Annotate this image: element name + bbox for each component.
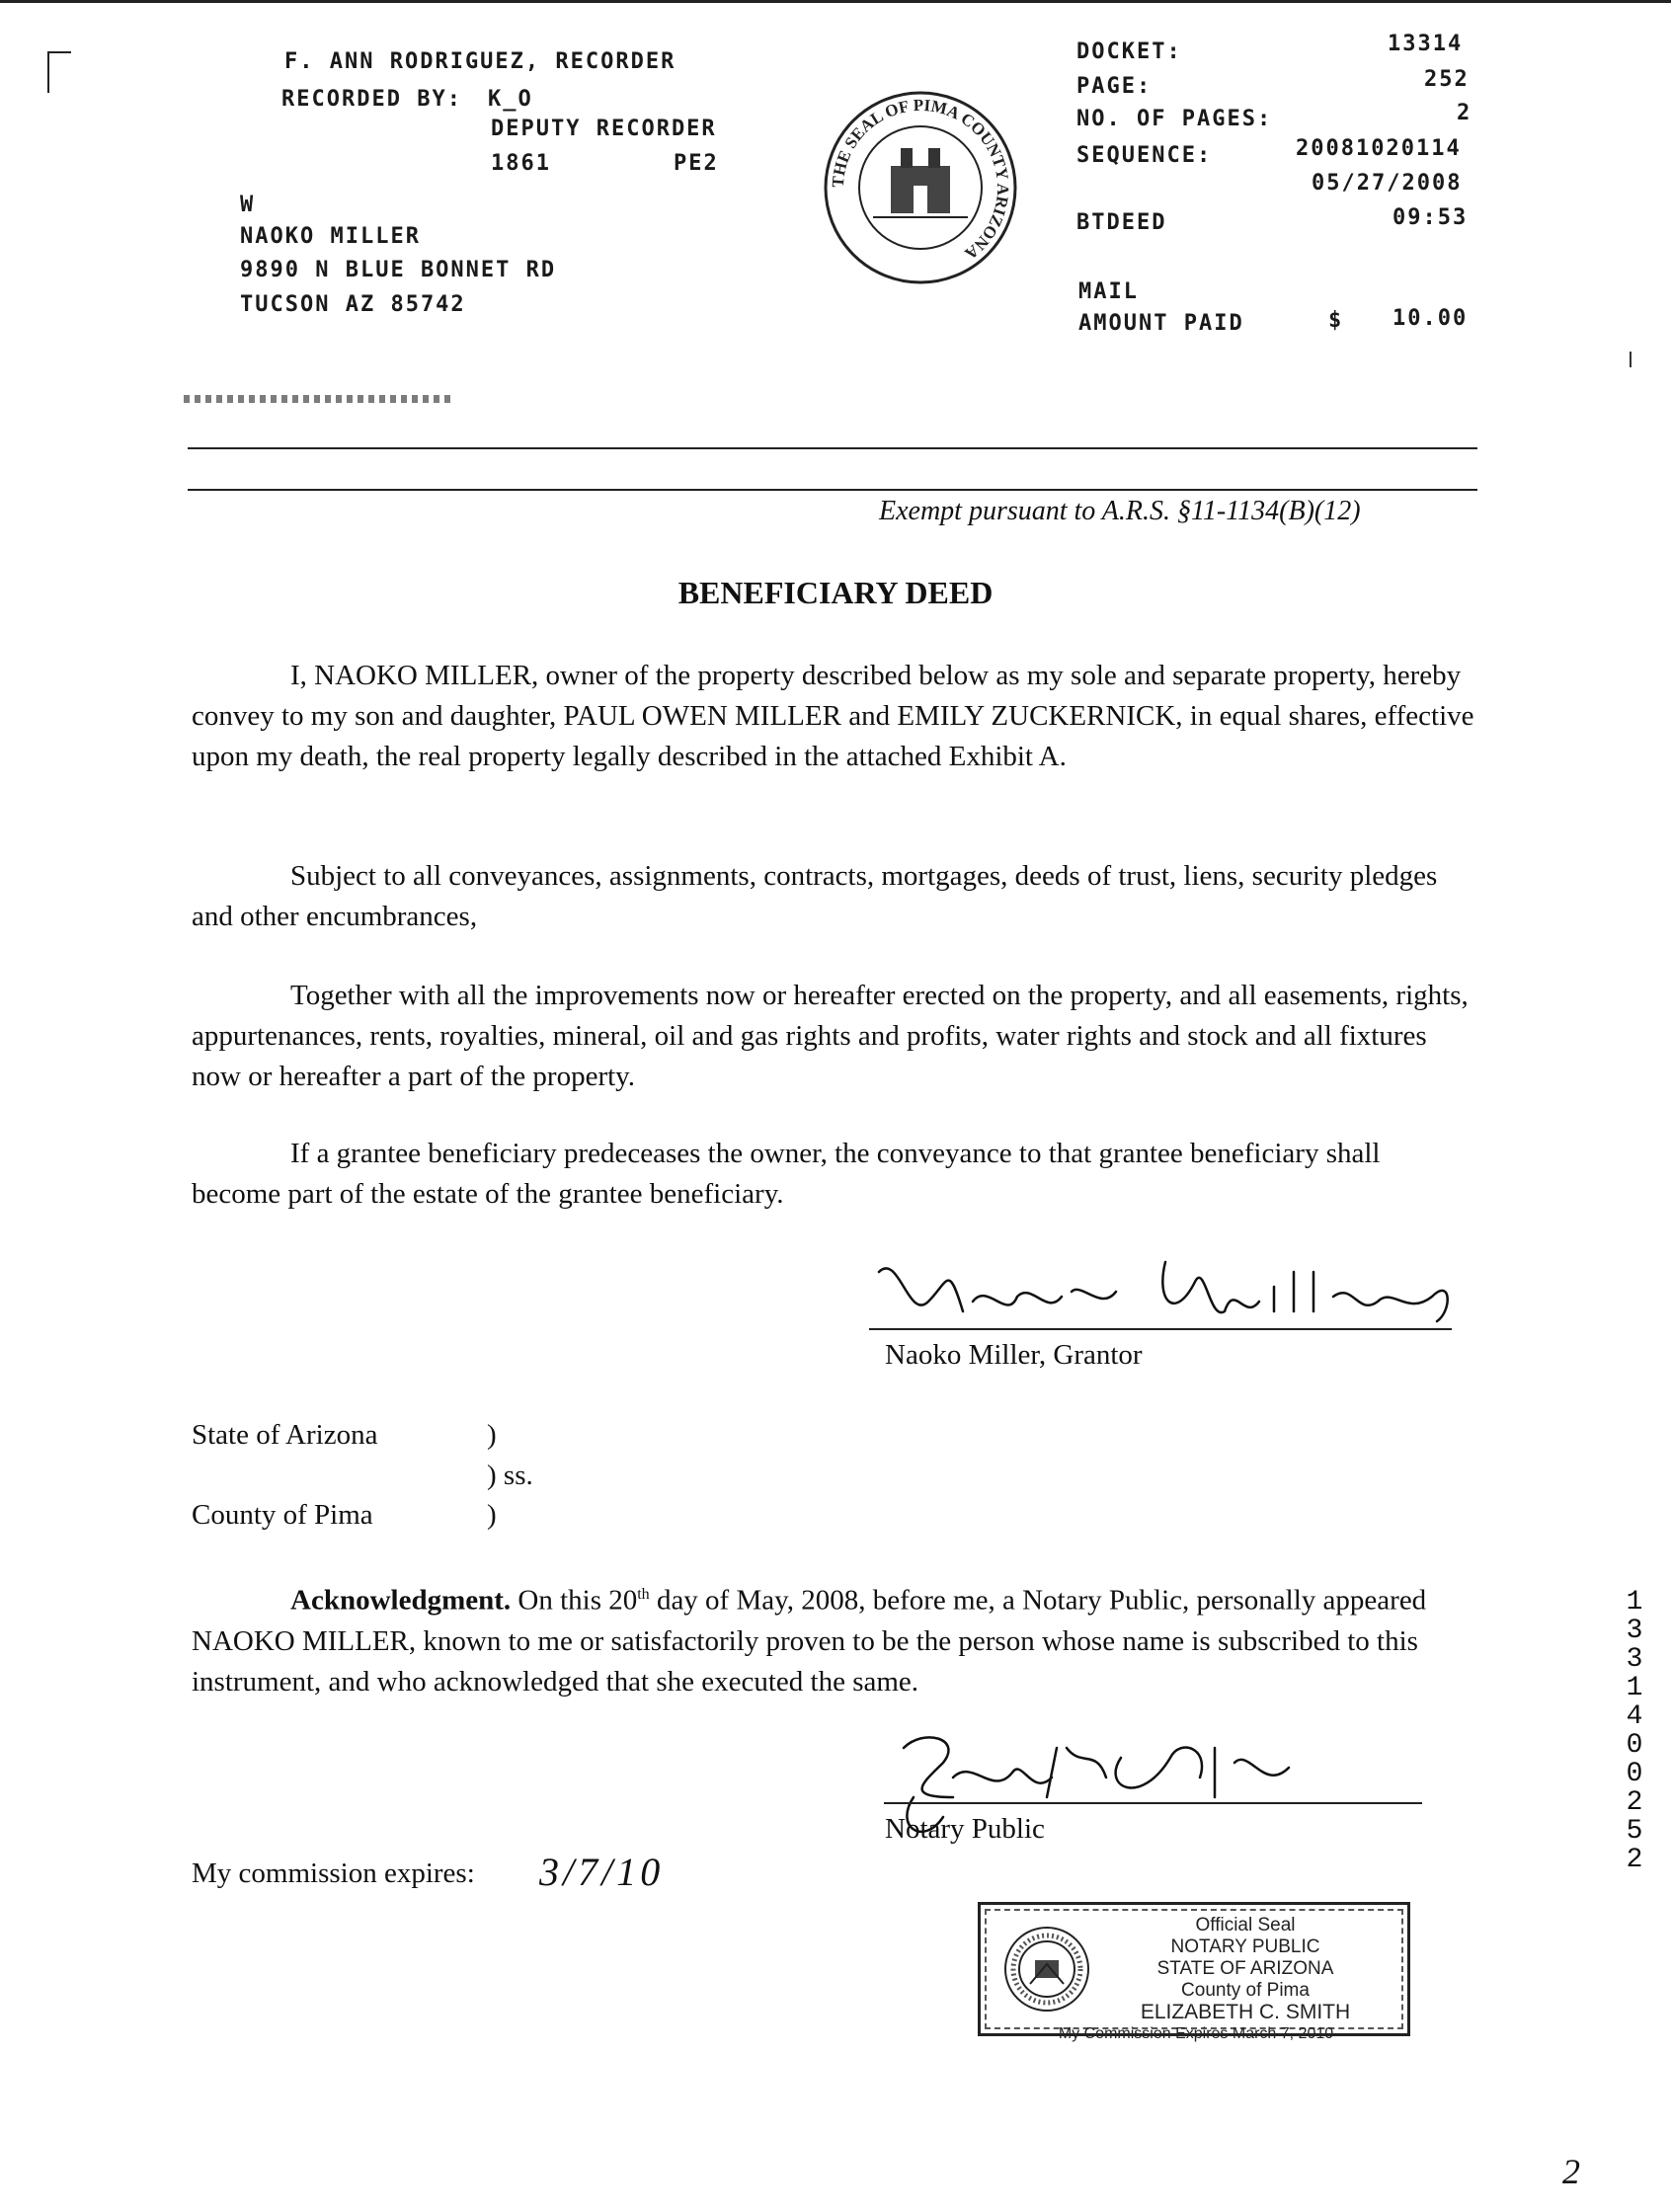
paragraph-text: Together with all the improvements now or hereafter erected on the property, and all easements, rights, appurtenances, rents, royalties, mineral, oil and gas rights and profits, water rights and stock and all fixtures now or hereafter a part of the property.	[192, 980, 1469, 1092]
amount-label: AMOUNT PAID	[1078, 311, 1244, 336]
vertical-document-number	[1620, 1588, 1649, 1874]
return-street: 9890 N BLUE BONNET RD	[240, 258, 557, 282]
vertical-digit: 1	[1626, 1673, 1643, 1703]
return-name: NAOKO MILLER	[240, 224, 421, 249]
stamp-line-3: STATE OF ARIZONA	[1156, 1958, 1334, 1979]
county-seal	[822, 89, 1019, 286]
recorder-line: F. ANN RODRIGUEZ, RECORDER	[284, 49, 676, 74]
deputy-recorder: DEPUTY RECORDER	[491, 117, 717, 141]
margin-tick	[1630, 352, 1631, 367]
paragraph-text: Subject to all conveyances, assignments, contracts, mortgages, deeds of trust, liens, security pledges and other encumbrances,	[192, 860, 1438, 932]
venue-county: County of Pima	[192, 1499, 373, 1531]
paragraph-text: I, NAOKO MILLER, owner of the property described below as my sole and separate property, hereby convey to my son and daughter, PAUL OWEN MILLER and EMILY ZUCKERNICK, in equal shares, effective upon my death, the real property legally described in the attached Exhibit A.	[192, 660, 1474, 772]
notary-stamp	[978, 1902, 1410, 2042]
paragraph-improvements	[192, 976, 1475, 1097]
recorded-by-label: RECORDED BY:	[281, 87, 462, 112]
handwritten-page-mark: 2	[1562, 2152, 1580, 2191]
venue-paren-2: )	[487, 1499, 497, 1531]
grantor-caption: Naoko Miller, Grantor	[885, 1339, 1143, 1371]
stamp-line-2: NOTARY PUBLIC	[1170, 1936, 1320, 1957]
vertical-digit: 2	[1626, 1787, 1643, 1818]
vertical-digit: 4	[1626, 1701, 1643, 1732]
venue-state: State of Arizona	[192, 1419, 378, 1451]
vertical-digit: 5	[1626, 1816, 1643, 1847]
return-city: TUCSON AZ 85742	[240, 292, 466, 317]
commission-handwritten-date: 3/7/10	[539, 1850, 665, 1894]
vertical-digit: 3	[1626, 1616, 1643, 1646]
pages-label: NO. OF PAGES:	[1076, 107, 1273, 131]
mail-flag: W	[240, 193, 256, 217]
corner-mark	[47, 51, 71, 93]
record-time: 09:53	[1392, 205, 1469, 230]
grantor-signature-line	[869, 1328, 1452, 1330]
stamp-line-1: Official Seal	[1195, 1915, 1296, 1936]
cut-off-text-fragment	[184, 395, 450, 403]
amount-value: 10.00	[1392, 306, 1469, 331]
vertical-digit: 1	[1626, 1587, 1643, 1618]
deed-title: BENEFICIARY DEED	[677, 575, 994, 610]
acknowledgment-paragraph	[192, 1574, 1485, 1702]
top-edge-line	[0, 0, 1671, 3]
venue-paren-1: )	[487, 1419, 497, 1451]
stamp-line-4: County of Pima	[1181, 1980, 1310, 2001]
acknowledgment-intro: On this	[517, 1584, 601, 1617]
page-label: PAGE:	[1076, 74, 1153, 99]
stamp-line-6: My Commission Expires March 7, 2010	[1058, 2025, 1334, 2042]
pages-value: 2	[1457, 101, 1472, 125]
doc-type: BTDEED	[1076, 210, 1167, 235]
sequence-label: SEQUENCE:	[1076, 143, 1213, 168]
notary-signature-line	[884, 1802, 1422, 1804]
state-seal-icon	[1002, 1925, 1091, 2014]
recorder-station: 1861	[491, 151, 551, 176]
vertical-digit: 3	[1626, 1644, 1643, 1675]
vertical-digit: 0	[1626, 1759, 1643, 1789]
grantor-signature	[869, 1242, 1462, 1331]
acknowledgment-day: 20	[608, 1584, 638, 1617]
record-date: 05/27/2008	[1312, 171, 1463, 196]
amount-currency: $	[1328, 308, 1344, 333]
venue-ss: ) ss.	[487, 1460, 533, 1491]
commission-label: My commission expires:	[192, 1857, 475, 1889]
acknowledgment-text: day of May, 2008, before me, a Notary Public, personally appeared NAOKO MILLER, known to me or satisfactorily proven to be the person whose name is subscribed to this instrument, and who acknowledged that she executed the same.	[192, 1584, 1427, 1698]
header-rule-1	[188, 447, 1477, 449]
docket-value: 13314	[1388, 32, 1464, 56]
exempt-statement: Exempt pursuant to A.R.S. §11-1134(B)(12)	[879, 496, 1361, 526]
seal-text: THE SEAL OF PIMA COUNTY ARIZONA	[828, 95, 1013, 264]
paragraph-text: If a grantee beneficiary predeceases the owner, the conveyance to that grantee beneficiary shall become part of the estate of the grantee beneficiary.	[192, 1138, 1381, 1210]
vertical-digit: 2	[1626, 1845, 1643, 1875]
mail-label: MAIL	[1078, 279, 1139, 304]
paragraph-subject-to	[192, 856, 1475, 937]
paragraph-predecease	[192, 1134, 1475, 1215]
vertical-digit: 0	[1626, 1730, 1643, 1761]
notary-caption: Notary Public	[885, 1813, 1045, 1845]
page-value: 252	[1424, 67, 1470, 92]
header-rule-2	[188, 489, 1477, 491]
acknowledgment-day-suffix: th	[637, 1586, 650, 1603]
paragraph-conveyance	[192, 656, 1475, 777]
sequence-value: 20081020114	[1296, 136, 1462, 161]
docket-label: DOCKET:	[1076, 40, 1182, 64]
stamp-line-5: ELIZABETH C. SMITH	[1140, 2001, 1351, 2023]
recorded-by-value: K_O	[488, 87, 533, 112]
acknowledgment-heading: Acknowledgment.	[290, 1584, 512, 1617]
recorder-station-code: PE2	[674, 151, 719, 176]
